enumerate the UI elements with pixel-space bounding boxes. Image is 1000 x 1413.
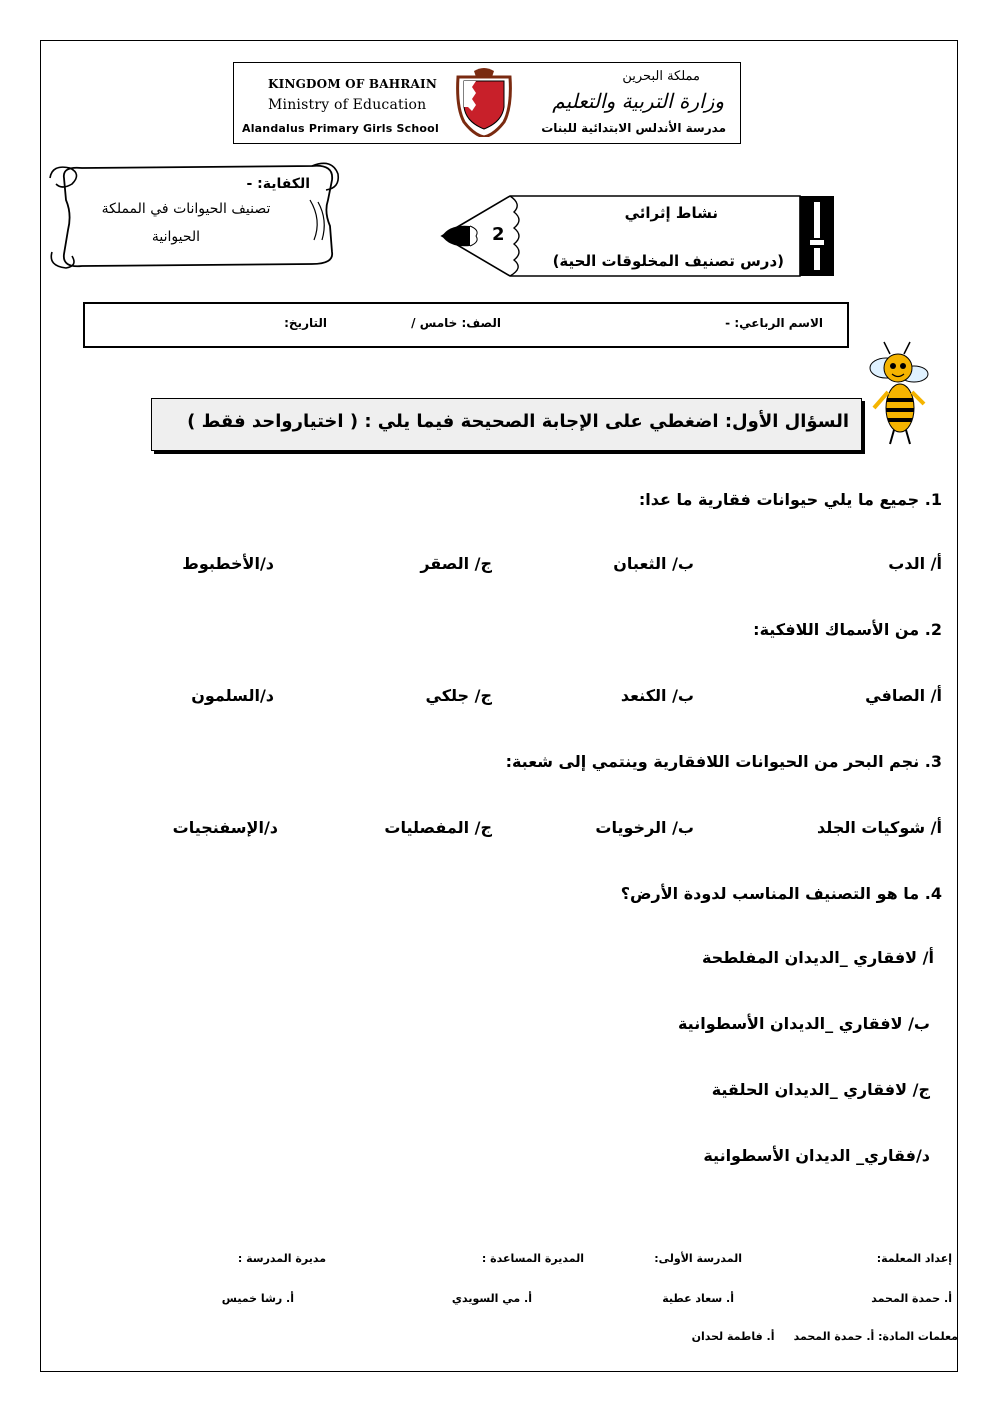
q2-option-a[interactable]: أ/ الصافي bbox=[865, 686, 942, 705]
q1-option-d[interactable]: د/الأخطبوط bbox=[182, 554, 274, 573]
q3-option-d[interactable]: د/الإسفنجيات bbox=[172, 818, 278, 837]
question-1-text: 1. جميع ما يلي حيوانات فقارية ما عدا: bbox=[638, 490, 942, 509]
q1-option-c[interactable]: ج/ الصقر bbox=[420, 554, 492, 573]
principal-name: أ. رشا خميس bbox=[221, 1292, 294, 1305]
q2-option-b[interactable]: ب/ الكنعد bbox=[620, 686, 694, 705]
school-en: Alandalus Primary Girls School bbox=[242, 122, 439, 135]
prepared-by-name: أ. حمدة المحمد bbox=[871, 1292, 952, 1305]
assistant-principal-name: أ. مي السويدي bbox=[451, 1292, 532, 1305]
q4-option-b[interactable]: ب/ لافقاري _الديدان الأسطوانية bbox=[677, 1014, 930, 1033]
q2-option-c[interactable]: ج/ جلكي bbox=[425, 686, 492, 705]
ministry-ar: وزارة التربية والتعليم bbox=[552, 89, 724, 113]
bee-mascot-icon bbox=[868, 338, 930, 448]
lesson-title: (درس تصنيف المخلوقات الحية) bbox=[552, 252, 784, 270]
competency-line2: الحيوانية bbox=[151, 229, 201, 245]
student-info-box bbox=[83, 302, 849, 348]
date-label: التاريخ: bbox=[284, 316, 327, 330]
class-label: الصف: خامس / bbox=[411, 316, 501, 330]
section-header bbox=[151, 398, 862, 451]
school-ar: مدرسة الأندلس الابتدائية للبنات bbox=[541, 121, 726, 135]
ministry-en: Ministry of Education bbox=[268, 97, 427, 113]
assistant-principal-label: المديرة المساعدة : bbox=[481, 1252, 584, 1265]
question-4-text: 4. ما هو التصنيف المناسب لدودة الأرض؟ bbox=[620, 884, 942, 903]
kingdom-en: KINGDOM OF BAHRAIN bbox=[268, 77, 437, 91]
q1-option-a[interactable]: أ/ الدب bbox=[888, 554, 942, 573]
q1-option-b[interactable]: ب/ الثعبان bbox=[613, 554, 694, 573]
activity-title: نشاط إثرائي bbox=[624, 204, 718, 222]
competency-line1: تصنيف الحيوانات في المملكة bbox=[101, 201, 271, 217]
q3-option-b[interactable]: ب/ الرخويات bbox=[595, 818, 694, 837]
competency-label: الكفاية: - bbox=[246, 176, 310, 192]
student-name-label: الاسم الرباعي: - bbox=[725, 316, 823, 330]
subject-teachers: معلمات المادة: أ. حمدة المحمد أ. فاطمة لحدان bbox=[691, 1330, 958, 1343]
q2-option-d[interactable]: د/السلمون bbox=[191, 686, 274, 705]
q3-option-a[interactable]: أ/ شوكيات الجلد bbox=[817, 818, 942, 837]
first-teacher-name: أ. سعاد عطية bbox=[662, 1292, 734, 1305]
q4-option-c[interactable]: ج/ لافقاري _الديدان الحلقية bbox=[711, 1080, 930, 1099]
school-header-banner bbox=[233, 62, 741, 144]
activity-number: 2 bbox=[492, 224, 505, 245]
first-teacher-label: المدرسة الأولى: bbox=[654, 1252, 742, 1265]
q4-option-a[interactable]: أ/ لافقاري _الديدان المفلطحة bbox=[701, 948, 934, 967]
q4-option-d[interactable]: د/فقاري_ الديدان الأسطوانية bbox=[703, 1146, 930, 1165]
principal-label: مديرة المدرسة : bbox=[237, 1252, 326, 1265]
section-title: السؤال الأول: اضغطي على الإجابة الصحيحة فيما يلي : ( اختيارواحد فقط ) bbox=[187, 411, 849, 432]
prepared-by-label: إعداد المعلمة: bbox=[876, 1252, 952, 1265]
q3-option-c[interactable]: ج/ المفصليات bbox=[384, 818, 492, 837]
kingdom-ar: مملكة البحرين bbox=[622, 69, 700, 84]
bahrain-emblem-icon bbox=[454, 67, 514, 137]
question-2-text: 2. من الأسماك اللافكية: bbox=[753, 620, 942, 639]
question-3-text: 3. نجم البحر من الحيوانات اللافقارية وينتمي إلى شعبة: bbox=[505, 752, 942, 771]
